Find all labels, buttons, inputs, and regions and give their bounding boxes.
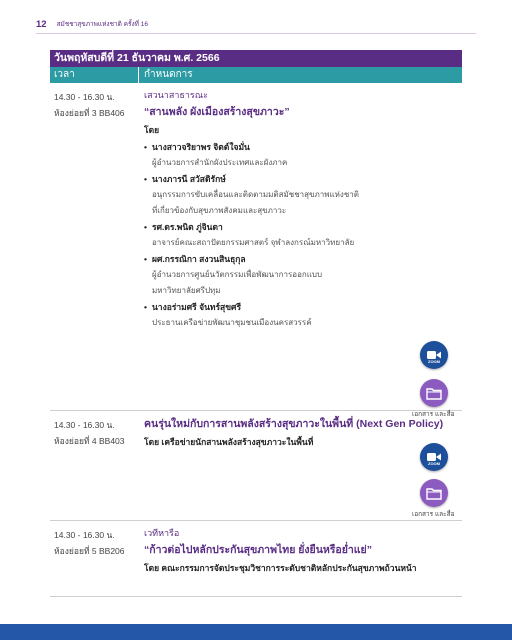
session-topic: คนรุ่นใหม่กับการสานพลังสร้างสุขภาวะในพื้นที่ (Next Gen Policy) — [144, 418, 444, 430]
zoom-label: ZOOM — [428, 461, 440, 466]
speaker-role: ที่เกี่ยวข้องกับสุขภาพสังคมและสุขภาวะ — [152, 206, 287, 215]
speaker-name: • นางอร่ามศรี จันทร์สุขศรี — [144, 302, 242, 312]
session-by: โดย เครือข่ายนักสานพลังสร้างสุขภาวะในพื้นที่ — [144, 437, 314, 447]
zoom-label: ZOOM — [428, 359, 440, 364]
speaker-name: • นางสาวจริยาพร จิตต์ใจมั่น — [144, 142, 250, 152]
speaker-role: ประธานเครือข่ายพัฒนาชุมชนเมืองนครสวรรค์ — [152, 318, 312, 327]
documents-button[interactable] — [420, 479, 448, 507]
footer-band — [0, 624, 512, 640]
speaker-role: ผู้อำนวยการศูนย์นวัตกรรมเพื่อพัฒนาการออกแบบ — [152, 270, 323, 279]
speaker-role: ผู้อำนวยการสำนักผังประเทศและผังภาค — [152, 158, 288, 167]
session-content — [144, 415, 458, 451]
session-by: โดย คณะกรรมการจัดประชุมวิชาการระดับชาติหลักประกันสุขภาพถ้วนหน้า — [144, 563, 417, 573]
session-row-3 — [50, 521, 462, 597]
speaker-role: อาจารย์คณะสถาปัตยกรรมศาสตร์ จุฬาลงกรณ์มหาวิทยาลัย — [152, 238, 355, 247]
column-header — [50, 67, 462, 83]
header-title: สมัชชาสุขภาพแห่งชาติ ครั้งที่ 16 — [56, 21, 149, 28]
session-room: ห้องย่อยที่ 5 BB206 — [54, 546, 125, 556]
session-room: ห้องย่อยที่ 4 BB403 — [54, 436, 125, 446]
folder-icon — [426, 387, 442, 400]
speaker-role: มหาวิทยาลัยศรีปทุม — [152, 286, 221, 295]
session-time-cell — [54, 89, 138, 121]
session-content — [144, 525, 458, 577]
session-category: เวทีหารือ — [144, 528, 180, 538]
session-row-1 — [50, 83, 462, 418]
column-time-label: เวลา — [54, 69, 75, 80]
session-category: เสวนาสาธารณะ — [144, 90, 208, 100]
zoom-button[interactable] — [420, 341, 448, 369]
page-number: 12 — [36, 18, 47, 30]
session-topic: “สานพลัง ผังเมืองสร้างสุขภาวะ” — [144, 106, 290, 118]
session-time: 14.30 - 16.30 น. — [54, 530, 115, 540]
speaker-name: • นางภารนี สวัสดิรักษ์ — [144, 174, 226, 184]
session-time: 14.30 - 16.30 น. — [54, 420, 115, 430]
folder-icon — [426, 487, 442, 500]
schedule-table — [50, 50, 462, 597]
session-row-2 — [50, 411, 462, 521]
session-content — [144, 87, 458, 331]
column-agenda-label: กำหนดการ — [144, 69, 193, 80]
session-by: โดย — [144, 125, 160, 135]
documents-caption: เอกสาร และสื่อ — [412, 511, 455, 518]
zoom-button[interactable] — [420, 443, 448, 471]
session-topic: “ก้าวต่อไปหลักประกันสุขภาพไทย ยั่งยืนหรือย่ำแย่” — [144, 544, 372, 556]
session-time-cell — [54, 527, 138, 559]
documents-caption: เอกสาร และสื่อ — [412, 411, 455, 418]
date-bar: วันพฤหัสบดีที่ 21 ธันวาคม พ.ศ. 2566 — [50, 50, 462, 67]
speaker-name: • รศ.ดร.พนิต ภู่จินดา — [144, 222, 223, 232]
page-header — [36, 17, 476, 31]
header-divider — [36, 33, 476, 34]
documents-button[interactable] — [420, 379, 448, 407]
speaker-name: • ผศ.กรรณิกา สงวนสินธุกุล — [144, 254, 246, 264]
session-time-cell — [54, 417, 138, 449]
session-time: 14.30 - 16.30 น. — [54, 92, 115, 102]
speaker-role: อนุกรรมการขับเคลื่อนและติดตามมติสมัชชาสุขภาพแห่งชาติ — [152, 190, 359, 199]
session-room: ห้องย่อยที่ 3 BB406 — [54, 108, 125, 118]
column-divider — [138, 67, 139, 83]
